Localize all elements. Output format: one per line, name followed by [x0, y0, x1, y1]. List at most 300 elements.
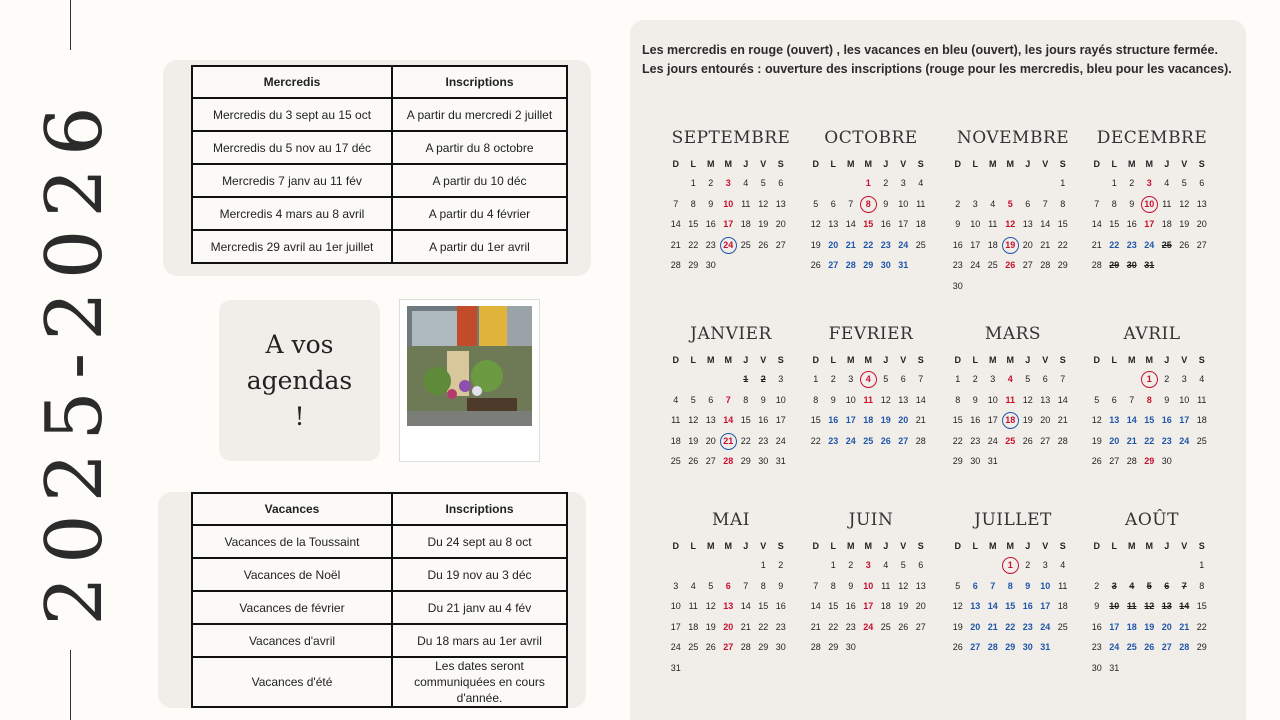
day-cell: 22 — [1057, 239, 1068, 250]
day-cell: 28 — [987, 642, 998, 652]
weekday-header: D — [1093, 355, 1100, 365]
month-grid — [807, 156, 941, 275]
day-cell: 3 — [990, 374, 996, 384]
weekday-header: S — [917, 159, 924, 169]
weekday-header: M — [989, 541, 997, 551]
day-cell: 11 — [671, 415, 681, 425]
day-cell: 3 — [778, 374, 784, 384]
day-cell: 17 — [970, 239, 981, 250]
day-cell: 5 — [690, 394, 696, 405]
day-cell: 30 — [775, 642, 786, 652]
legend-line-1: Les mercredis en rouge (ouvert) , les vacances en bleu (ouvert), les jours rayés structure fermée. — [642, 43, 1218, 57]
day-cell: 3 — [900, 178, 906, 188]
day-cell: 16 — [1091, 621, 1102, 632]
vacances-header: Vacances — [192, 493, 392, 525]
day-cell: 10 — [1179, 394, 1190, 405]
weekday-header: L — [690, 355, 696, 365]
day-cell: 17 — [1109, 621, 1120, 632]
day-cell: 13 — [705, 415, 716, 425]
day-cell: 22 — [688, 239, 699, 250]
day-cell: 3 — [725, 178, 731, 188]
day-cell: 29 — [1057, 260, 1068, 270]
day-cell: 29 — [1196, 642, 1207, 652]
day-cell: 18 — [1057, 601, 1068, 611]
day-cell: 17 — [898, 219, 909, 229]
day-cell: 19 — [705, 621, 716, 632]
weekday-header: S — [1059, 541, 1066, 551]
day-cell: 13 — [1161, 601, 1172, 611]
day-cell: 2 — [848, 560, 854, 570]
day-cell: 12 — [1091, 415, 1102, 425]
day-cell: 9 — [848, 580, 854, 591]
day-cell: 11 — [1126, 601, 1137, 611]
day-cell: 1 — [1060, 178, 1066, 188]
day-cell: 14 — [915, 394, 926, 405]
day-cell: 25 — [915, 239, 926, 250]
weekday-header: V — [1181, 355, 1188, 365]
day-cell: 24 — [987, 435, 998, 446]
day-cell: 7 — [918, 374, 924, 384]
day-cell: 10 — [1109, 601, 1120, 611]
day-cell: 1 — [760, 560, 766, 570]
day-cell: 30 — [758, 456, 769, 466]
day-cell: 19 — [1002, 236, 1020, 255]
day-cell: 6 — [918, 560, 924, 570]
day-cell: 7 — [743, 580, 749, 591]
day-cell: 18 — [880, 601, 891, 611]
weekday-header: M — [707, 355, 715, 365]
day-cell: 4 — [1164, 178, 1170, 188]
day-cell: 23 — [775, 621, 786, 632]
weekday-header: L — [830, 159, 836, 169]
day-cell: 27 — [705, 456, 716, 466]
day-cell: 6 — [1025, 198, 1031, 209]
weekday-header: M — [1006, 355, 1014, 365]
weekday-header: D — [1093, 159, 1100, 169]
day-cell: 1 — [830, 560, 836, 570]
day-cell: 10 — [898, 198, 909, 209]
weekday-header: M — [1006, 541, 1014, 551]
day-cell: 5 — [883, 374, 889, 384]
day-cell: 18 — [740, 219, 751, 229]
day-cell: 15 — [688, 219, 699, 229]
day-cell: 5 — [813, 198, 819, 209]
day-cell: 22 — [1109, 239, 1120, 250]
day-cell: 23 — [845, 621, 856, 632]
weekday-header: D — [672, 159, 679, 169]
day-cell: 20 — [915, 601, 926, 611]
table-cell: Mercredis 7 janv au 11 fév — [192, 164, 392, 197]
day-cell: 4 — [990, 198, 996, 209]
day-cell: 1 — [955, 374, 961, 384]
day-cell: 27 — [915, 621, 926, 632]
day-cell: 19 — [1091, 435, 1102, 446]
weekday-header: S — [777, 355, 784, 365]
day-cell: 14 — [740, 601, 751, 611]
day-cell: 23 — [952, 260, 963, 270]
day-cell: 29 — [828, 642, 839, 652]
day-cell: 31 — [1109, 662, 1120, 673]
day-cell: 23 — [705, 239, 716, 250]
day-cell: 18 — [1161, 219, 1172, 229]
day-cell: 27 — [723, 642, 734, 652]
day-cell: 18 — [1002, 411, 1020, 430]
empty-cell — [1088, 556, 1106, 575]
day-cell: 3 — [1042, 560, 1048, 570]
day-cell: 8 — [690, 198, 696, 209]
day-cell: 2 — [1129, 178, 1135, 188]
month-grid — [667, 156, 801, 275]
mercredis-table — [191, 65, 568, 264]
day-cell: 11 — [988, 219, 998, 229]
table-cell: Du 19 nov au 3 déc — [392, 558, 567, 591]
day-cell: 25 — [880, 621, 891, 632]
day-cell: 9 — [883, 198, 889, 209]
day-cell: 26 — [758, 239, 769, 250]
day-cell: 6 — [830, 198, 836, 209]
weekday-header: S — [1198, 541, 1205, 551]
month-3 — [1082, 128, 1222, 275]
empty-cell — [720, 556, 738, 575]
table-cell: Vacances de Noël — [192, 558, 392, 591]
day-cell: 15 — [758, 601, 769, 611]
empty-cell — [685, 370, 703, 389]
day-cell: 23 — [828, 435, 839, 446]
day-cell: 30 — [952, 280, 963, 291]
day-cell: 5 — [900, 560, 906, 570]
table-cell: Mercredis du 3 sept au 15 oct — [192, 98, 392, 131]
day-cell: 31 — [1144, 260, 1155, 270]
weekday-header: L — [972, 159, 978, 169]
day-cell: 22 — [863, 239, 874, 250]
day-cell: 21 — [720, 432, 738, 451]
day-cell: 19 — [810, 239, 821, 250]
table-cell: Vacances d'été — [192, 657, 392, 707]
day-cell: 12 — [880, 394, 891, 405]
day-cell: 2 — [972, 374, 978, 384]
agenda-card — [219, 300, 380, 461]
day-cell: 21 — [1179, 621, 1190, 632]
calendar-panel — [630, 20, 1246, 720]
day-cell: 14 — [1179, 601, 1190, 611]
empty-cell — [685, 556, 703, 575]
day-cell: 14 — [1040, 219, 1051, 229]
day-cell: 2 — [883, 178, 889, 188]
day-cell: 12 — [1005, 219, 1016, 229]
day-cell: 31 — [670, 662, 681, 673]
day-cell: 11 — [1058, 580, 1068, 591]
month-grid — [949, 352, 1083, 471]
inscriptions-header: Inscriptions — [392, 493, 567, 525]
day-cell: 28 — [1040, 260, 1051, 270]
day-cell: 18 — [863, 415, 874, 425]
day-cell: 20 — [898, 415, 909, 425]
day-cell: 12 — [758, 198, 769, 209]
month-name: MARS — [984, 324, 1042, 344]
weekday-header: S — [917, 355, 924, 365]
legend-line-2: Les jours entourés : ouverture des inscriptions (rouge pour les mercredis, bleu pour les vacances). — [642, 61, 1232, 76]
day-cell: 26 — [1005, 260, 1016, 270]
day-cell: 28 — [810, 642, 821, 652]
day-cell: 11 — [741, 198, 751, 209]
day-cell: 25 — [987, 260, 998, 270]
table-cell: Vacances de la Toussaint — [192, 525, 392, 558]
month-grid — [949, 156, 1083, 295]
bottom-rule — [70, 650, 71, 720]
day-cell: 12 — [1144, 601, 1155, 611]
day-cell: 21 — [845, 239, 856, 250]
day-cell: 7 — [1060, 374, 1066, 384]
day-cell: 2 — [830, 374, 836, 384]
weekday-header: S — [917, 541, 924, 551]
day-cell: 2 — [708, 178, 714, 188]
mercredis-header: Mercredis — [192, 66, 392, 98]
month-name: NOVEMBRE — [956, 128, 1070, 148]
month-grid — [1088, 156, 1222, 275]
day-cell: 15 — [1196, 601, 1207, 611]
table-cell: Du 24 sept au 8 oct — [392, 525, 567, 558]
day-cell: 3 — [972, 198, 978, 209]
weekday-header: V — [1042, 541, 1049, 551]
table-cell: A partir du mercredi 2 juillet — [392, 98, 567, 131]
day-cell: 22 — [1144, 435, 1155, 446]
weekday-header: S — [1198, 159, 1205, 169]
day-cell: 1 — [1111, 178, 1117, 188]
day-cell: 14 — [1091, 219, 1102, 229]
weekday-header: M — [724, 355, 732, 365]
day-cell: 17 — [1144, 219, 1155, 229]
day-cell: 15 — [1109, 219, 1120, 229]
month-grid — [949, 538, 1083, 657]
day-cell: 14 — [810, 601, 821, 611]
day-cell: 13 — [828, 219, 839, 229]
day-cell: 17 — [1040, 601, 1051, 611]
day-cell: 17 — [775, 415, 786, 425]
day-cell: 12 — [1022, 394, 1033, 405]
day-cell: 27 — [1109, 456, 1120, 466]
month-name: FEVRIER — [828, 324, 914, 344]
day-cell: 25 — [740, 239, 751, 250]
day-cell: 24 — [845, 435, 856, 446]
month-name: JUILLET — [974, 510, 1052, 530]
day-cell: 9 — [972, 394, 978, 405]
day-cell: 19 — [880, 415, 891, 425]
day-cell: 16 — [845, 601, 856, 611]
day-cell: 26 — [1022, 435, 1033, 446]
day-cell: 16 — [1022, 601, 1033, 611]
weekday-header: D — [672, 541, 679, 551]
month-4 — [661, 324, 801, 471]
day-cell: 18 — [670, 435, 681, 446]
month-10 — [943, 510, 1083, 657]
day-cell: 29 — [1144, 456, 1155, 466]
month-11 — [1082, 510, 1222, 677]
photo-frame — [400, 300, 539, 461]
day-cell: 28 — [845, 260, 856, 270]
day-cell: 29 — [1109, 260, 1120, 270]
empty-cell — [967, 174, 985, 193]
day-cell: 31 — [1040, 642, 1051, 652]
table-cell: Mercredis 29 avril au 1er juillet — [192, 230, 392, 263]
day-cell: 26 — [1091, 456, 1102, 466]
day-cell: 23 — [758, 435, 769, 446]
empty-cell — [807, 174, 825, 193]
weekday-header: V — [760, 355, 767, 365]
empty-cell — [1037, 174, 1055, 193]
day-cell: 7 — [673, 198, 679, 209]
empty-cell — [1141, 556, 1159, 575]
day-cell: 27 — [970, 642, 981, 652]
day-cell: 28 — [670, 260, 681, 270]
month-1 — [801, 128, 941, 275]
day-cell: 7 — [1042, 198, 1048, 209]
weekday-header: M — [1145, 541, 1153, 551]
day-cell: 14 — [670, 219, 681, 229]
day-cell: 11 — [688, 601, 698, 611]
day-cell: 16 — [1161, 415, 1172, 425]
empty-cell — [1106, 370, 1124, 389]
month-9 — [801, 510, 941, 657]
weekday-header: M — [847, 159, 855, 169]
day-cell: 4 — [673, 394, 679, 405]
day-cell: 3 — [865, 560, 871, 570]
day-cell: 7 — [1094, 198, 1100, 209]
day-cell: 15 — [863, 219, 874, 229]
weekday-header: M — [1128, 355, 1136, 365]
day-cell: 26 — [1144, 642, 1155, 652]
weekday-header: L — [1111, 355, 1117, 365]
day-cell: 19 — [1022, 415, 1033, 425]
day-cell: 14 — [845, 219, 856, 229]
day-cell: 1 — [865, 178, 871, 188]
day-cell: 16 — [952, 239, 963, 250]
day-cell: 11 — [863, 394, 873, 405]
day-cell: 14 — [723, 415, 734, 425]
day-cell: 30 — [1091, 662, 1102, 673]
empty-cell — [825, 174, 843, 193]
weekday-header: M — [847, 541, 855, 551]
empty-cell — [667, 556, 685, 575]
day-cell: 9 — [1164, 394, 1170, 405]
weekday-header: L — [830, 541, 836, 551]
month-7 — [1082, 324, 1222, 471]
month-name: DECEMBRE — [1096, 128, 1208, 148]
empty-cell — [720, 370, 738, 389]
day-cell: 12 — [952, 601, 963, 611]
day-cell: 28 — [1091, 260, 1102, 270]
empty-cell — [667, 174, 685, 193]
day-cell: 26 — [1179, 239, 1190, 250]
weekday-header: M — [1128, 541, 1136, 551]
weekday-header: J — [743, 541, 749, 551]
garden-photo — [407, 306, 532, 426]
day-cell: 4 — [883, 560, 889, 570]
day-cell: 23 — [1091, 642, 1102, 652]
month-grid — [807, 538, 941, 657]
day-cell: 26 — [898, 621, 909, 632]
day-cell: 4 — [918, 178, 924, 188]
weekday-header: M — [707, 159, 715, 169]
day-cell: 16 — [758, 415, 769, 425]
day-cell: 19 — [688, 435, 699, 446]
table-cell: Vacances d'avril — [192, 624, 392, 657]
month-grid — [807, 352, 941, 450]
day-cell: 15 — [952, 415, 963, 425]
day-cell: 22 — [810, 435, 821, 446]
day-cell: 5 — [708, 580, 714, 591]
legend — [642, 41, 1236, 78]
weekday-header: M — [1006, 159, 1014, 169]
day-cell: 21 — [1126, 435, 1137, 446]
day-cell: 24 — [1040, 621, 1051, 632]
weekday-header: J — [1025, 159, 1031, 169]
day-cell: 30 — [845, 642, 856, 652]
day-cell: 21 — [1091, 239, 1102, 250]
day-cell: 10 — [775, 394, 786, 405]
day-cell: 12 — [898, 580, 909, 591]
weekday-header: J — [883, 355, 889, 365]
day-cell: 20 — [970, 621, 981, 632]
day-cell: 6 — [1111, 394, 1117, 405]
month-5 — [801, 324, 941, 450]
day-cell: 17 — [863, 601, 874, 611]
weekday-header: L — [1111, 541, 1117, 551]
day-cell: 10 — [723, 198, 734, 209]
weekday-header: V — [1181, 159, 1188, 169]
day-cell: 28 — [1179, 642, 1190, 652]
day-cell: 25 — [1196, 435, 1207, 446]
day-cell: 24 — [720, 236, 738, 255]
day-cell: 29 — [863, 260, 874, 270]
weekday-header: V — [900, 541, 907, 551]
weekday-header: J — [1025, 355, 1031, 365]
day-cell: 2 — [1094, 580, 1100, 591]
day-cell: 29 — [952, 456, 963, 466]
day-cell: 2 — [778, 560, 784, 570]
day-cell: 14 — [1126, 415, 1137, 425]
day-cell: 8 — [860, 195, 878, 214]
day-cell: 24 — [1144, 239, 1155, 250]
weekday-header: J — [1025, 541, 1031, 551]
month-grid — [667, 538, 801, 677]
day-cell: 26 — [688, 456, 699, 466]
day-cell: 8 — [1146, 394, 1152, 405]
table-cell: Les dates seront communiquées en cours d'année. — [392, 657, 567, 707]
day-cell: 22 — [828, 621, 839, 632]
day-cell: 5 — [760, 178, 766, 188]
empty-cell — [702, 556, 720, 575]
weekday-header: M — [847, 355, 855, 365]
weekday-header: D — [954, 159, 961, 169]
weekday-header: M — [707, 541, 715, 551]
weekday-header: S — [1059, 159, 1066, 169]
table-cell: Du 18 mars au 1er avril — [392, 624, 567, 657]
day-cell: 31 — [987, 456, 998, 466]
day-cell: 20 — [1040, 415, 1051, 425]
day-cell: 25 — [1161, 239, 1172, 250]
weekday-header: V — [900, 355, 907, 365]
month-6 — [943, 324, 1083, 471]
weekday-header: L — [690, 159, 696, 169]
weekday-header: J — [1164, 541, 1170, 551]
empty-cell — [1002, 174, 1020, 193]
day-cell: 15 — [810, 415, 821, 425]
day-cell: 13 — [1196, 198, 1207, 209]
weekday-header: V — [1042, 159, 1049, 169]
day-cell: 30 — [1126, 260, 1137, 270]
day-cell: 9 — [955, 219, 961, 229]
day-cell: 17 — [1179, 415, 1190, 425]
